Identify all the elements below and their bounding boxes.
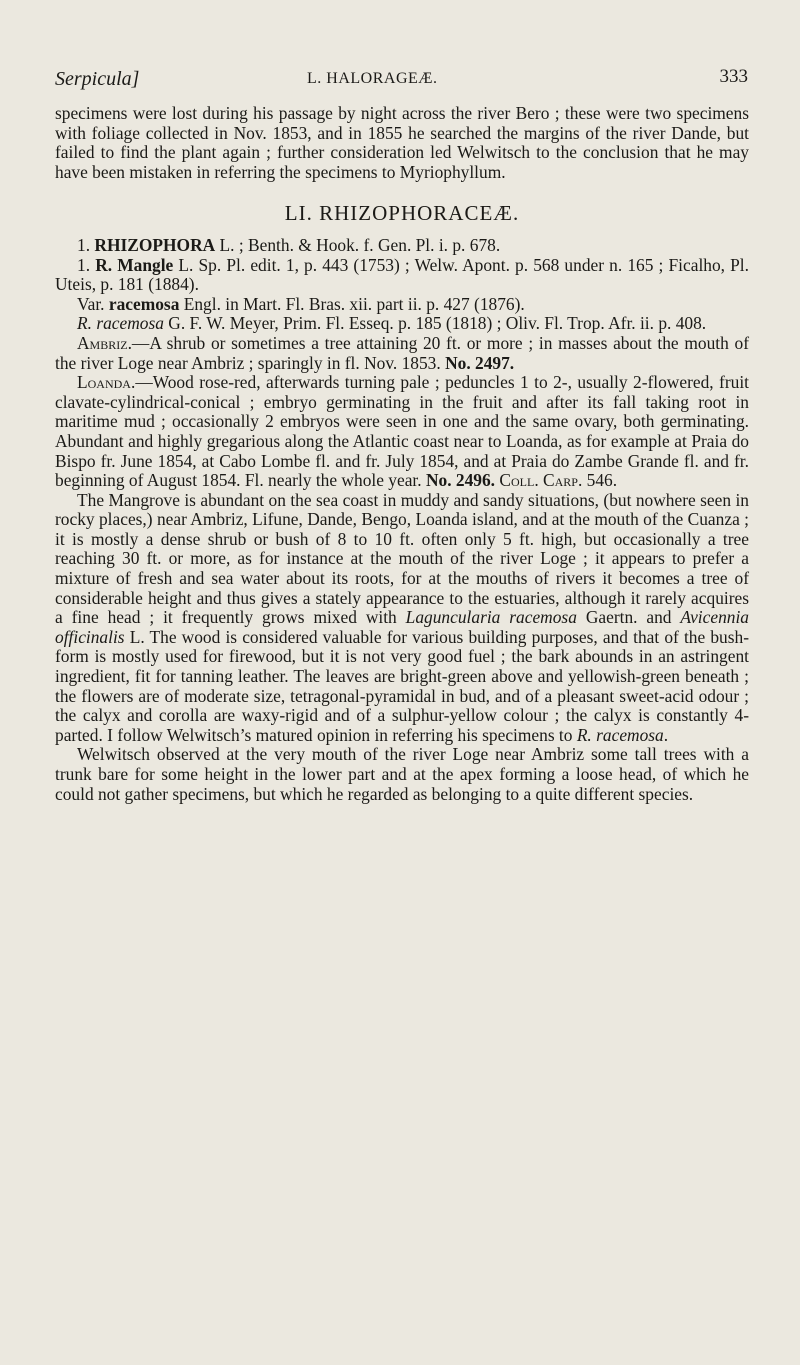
ambriz-paragraph	[55, 334, 749, 373]
species-number: 1.	[77, 254, 91, 275]
synonym-entry	[55, 314, 749, 334]
synonym-citation: G. F. W. Meyer, Prim. Fl. Esseq. p. 185 (1818) ; Oliv. Fl. Trop. Afr. ii. p. 408.	[163, 313, 707, 334]
running-header	[55, 66, 748, 96]
mangrove-italic-3: R. racemosa	[576, 724, 664, 745]
family-heading: LI. RHIZOPHORACEÆ.	[284, 201, 520, 226]
page-body	[55, 104, 749, 804]
species-citation: L. Sp. Pl. edit. 1, p. 443 (1753) ; Welw. Apont. p. 568 under n. 165 ; Ficalho, Pl. Uteis, p. 181 (1884).	[55, 254, 749, 295]
mangrove-italic-2: Avicennia officinalis	[55, 607, 749, 647]
variety-entry	[55, 295, 749, 315]
mangrove-text-4: .	[663, 724, 669, 745]
genus-number: 1.	[77, 234, 91, 255]
ambriz-locality: Ambriz.	[77, 332, 132, 353]
synonym-name: R. racemosa	[77, 313, 164, 334]
loanda-number: No. 2496.	[425, 470, 496, 491]
ambriz-text: —A shrub or sometimes a tree attaining 20 ft. or more ; in masses about the mouth of the river Loge near Ambriz ; sparingly in fl. Nov. 1853.	[55, 332, 749, 373]
mangrove-text-2: Gaertn. and	[576, 607, 681, 628]
genus-citation: L. ; Benth. & Hook. f. Gen. Pl. i. p. 678.	[215, 234, 501, 255]
mangrove-paragraph	[55, 491, 749, 746]
page-number: 333	[719, 66, 748, 87]
variety-citation: Engl. in Mart. Fl. Bras. xii. part ii. p. 427 (1876).	[179, 293, 525, 314]
genus-entry	[55, 236, 749, 256]
loanda-locality: Loanda.	[77, 372, 136, 393]
loanda-coll: Coll. Carp. 546.	[495, 470, 618, 491]
species-name: R. Mangle	[95, 254, 174, 275]
mangrove-text-3: L. The wood is considered valuable for various building purposes, and that of the bush-form is mostly used for firewood, but it is not very good fuel ; the bark abounds in an astringent ingredient, fit for tanning leather. The leaves are bright-green above and yellowish-green beneath ; the flowers are of moderate size, tetragonal-pyramidal in bud, and of a pleasant sweet-acid odour ; the calyx and corolla are waxy-rigid and of a sulphur-yellow colour ; the calyx is constantly 4-parted. I follow Welwitsch’s matured opinion in referring his specimens to	[55, 626, 749, 745]
mangrove-text-1: The Mangrove is abundant on the sea coast in muddy and sandy situations, (but nowhere seen in rocky places,) near Ambriz, Lifune, Dande, Bengo, Loanda island, and at the mouth of the Cuanza ; it is mostly a dense shrub or bush of 8 to 10 ft. often only 5 ft. high, but occasionally a tree reaching 30 ft. or more, as for instance at the mouth of the river Loge ; it appears to prefer a mixture of fresh and sea water about its roots, for at the mouths of rivers it becomes a tree of considerable height and thus gives a stately appearance to the estuaries, although it rarely acquires a fine head ; it frequently grows mixed with	[55, 489, 749, 628]
ambriz-number: No. 2497.	[445, 352, 515, 373]
header-family-ref: L. HALORAGEÆ.	[307, 70, 438, 87]
loanda-text: —Wood rose-red, afterwards turning pale ; peduncles 1 to 2-, usually 2-flowered, fruit clavate-cylindrical-conical ; embryo germinating in the fruit and after its fall taking root in maritime mud ; occasionally 2 embryos were seen in one and the same ovary, both germinating. Abundant and highly gregarious along the Atlantic coast near to Loanda, as for example at Praia do Bispo fr. June 1854, at Cabo Lombe fl. and fr. July 1854, and at Praia do Zambe Grande fl. and fr. beginning of August 1854. Fl. nearly the whole year.	[55, 372, 749, 491]
variety-name: racemosa	[108, 293, 180, 314]
final-paragraph: Welwitsch observed at the very mouth of the river Loge near Ambriz some tall trees with a trunk bare for some height in the lower part and at the apex forming a loose head, of which he could not gather specimens, but which he regarded as belonging to a quite different species.	[55, 744, 749, 804]
variety-prefix: Var.	[77, 293, 109, 314]
loanda-paragraph	[55, 373, 749, 491]
species-entry	[55, 256, 749, 295]
intro-paragraph: specimens were lost during his passage by night across the river Bero ; these were two specimens with foliage collected in Nov. 1853, and in 1855 he searched the margins of the river Dande, but failed to find the plant again ; further consideration led Welwitsch to the conclusion that he may have been mistaken in referring the specimens to Myriophyllum.	[55, 103, 749, 182]
header-genus-ref: Serpicula]	[55, 68, 140, 90]
genus-name: RHIZOPHORA	[94, 234, 216, 255]
mangrove-italic-1: Laguncularia racemosa	[405, 607, 577, 628]
